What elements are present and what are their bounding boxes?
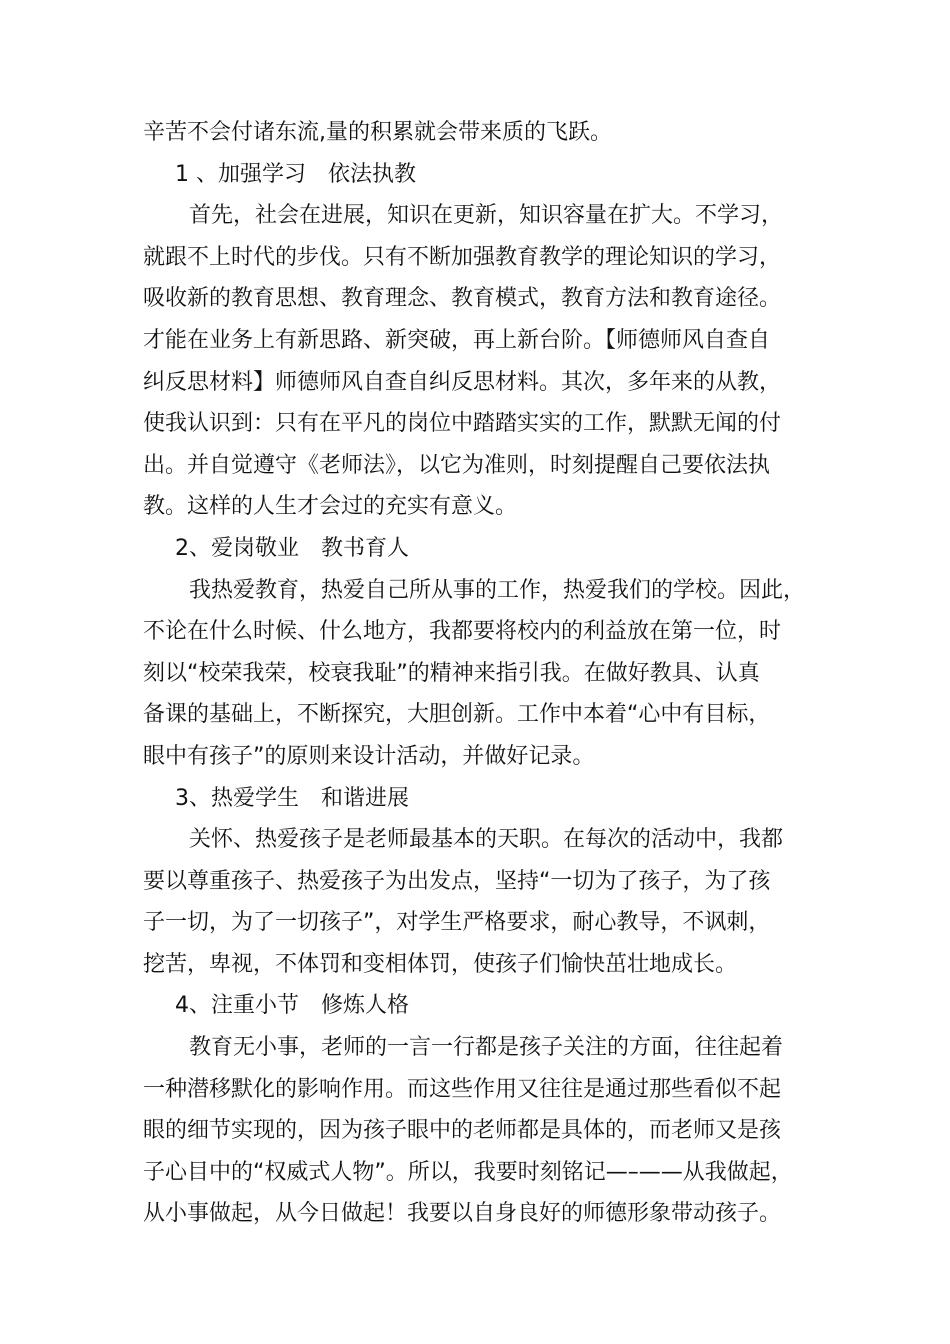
paragraph-first-line: 关怀、热爱孩子是老师最基本的天职。在每次的活动中，我都 xyxy=(189,827,784,853)
body-text-line: 从小事做起，从今日做起！我要以自身良好的师德形象带动孩子。 xyxy=(143,1201,782,1227)
document-body xyxy=(143,112,815,1235)
body-text-line: 出。并自觉遵守《老师法》，以它为准则，时刻提醒自己要依法执 xyxy=(143,452,771,478)
body-text-line: 备课的基础上，不断探究，大胆创新。工作中本着“心中有目标， xyxy=(143,702,771,728)
body-text-line: 就跟不上时代的步伐。只有不断加强教育教学的理论知识的学习， xyxy=(143,244,782,270)
paragraph-first-line: 教育无小事，老师的一言一行都是孩子关注的方面，往往起着 xyxy=(189,1035,784,1061)
body-text-line: 刻以“校荣我荣，校衰我耻”的精神来指引我。在做好教具、认真 xyxy=(143,660,760,686)
section-heading: 1 、加强学习 依法执教 xyxy=(175,161,416,187)
body-text-line: 才能在业务上有新思路、新突破，再上新台阶。【师德师风自查自 xyxy=(143,327,771,353)
body-text-line: 挖苦，卑视，不体罚和变相体罚，使孩子们愉快茁壮地成长。 xyxy=(143,951,738,977)
body-text-line: 吸收新的教育思想、教育理念、教育模式，教育方法和教育途径。 xyxy=(143,286,782,312)
body-text-line: 一种潜移默化的影响作用。而这些作用又往往是通过那些看似不起 xyxy=(143,1076,782,1102)
body-text-line: 子一切，为了一切孩子”，对学生严格要求，耐心教导，不讽刺， xyxy=(143,910,771,936)
body-text-line: 眼中有孩子”的原则来设计活动，并做好记录。 xyxy=(143,743,595,769)
body-text-line: 纠反思材料】师德师风自查自纠反思材料。其次，多年来的从教， xyxy=(143,369,782,395)
section-heading: 2、爱岗敬业 教书育人 xyxy=(175,535,409,561)
section-heading: 3、热爱学生 和谐进展 xyxy=(175,785,409,811)
body-text-line: 辛苦不会付诸东流,量的积累就会带来质的飞跃。 xyxy=(143,120,612,145)
body-text-line: 不论在什么时候、什么地方，我都要将校内的利益放在第一位，时 xyxy=(143,619,782,645)
body-text-line: 要以尊重孩子、热爱孩子为出发点，坚持“一切为了孩子，为了孩 xyxy=(143,868,771,894)
body-text-line: 使我认识到：只有在平凡的岗位中踏踏实实的工作，默默无闻的付 xyxy=(143,411,782,437)
paragraph-first-line: 我热爱教育，热爱自己所从事的工作，热爱我们的学校。因此， xyxy=(189,577,806,603)
paragraph-first-line: 首先，社会在进展，知识在更新，知识容量在扩大。不学习， xyxy=(189,203,784,229)
body-text-line: 眼的细节实现的，因为孩子眼中的老师都是具体的，而老师又是孩 xyxy=(143,1118,782,1144)
section-heading: 4、注重小节 修炼人格 xyxy=(175,993,409,1019)
body-text-line: 教。这样的人生才会过的充实有意义。 xyxy=(143,494,518,520)
body-text-line: 子心目中的“权威式人物”。所以，我要时刻铭记—–——从我做起， xyxy=(143,1159,793,1185)
